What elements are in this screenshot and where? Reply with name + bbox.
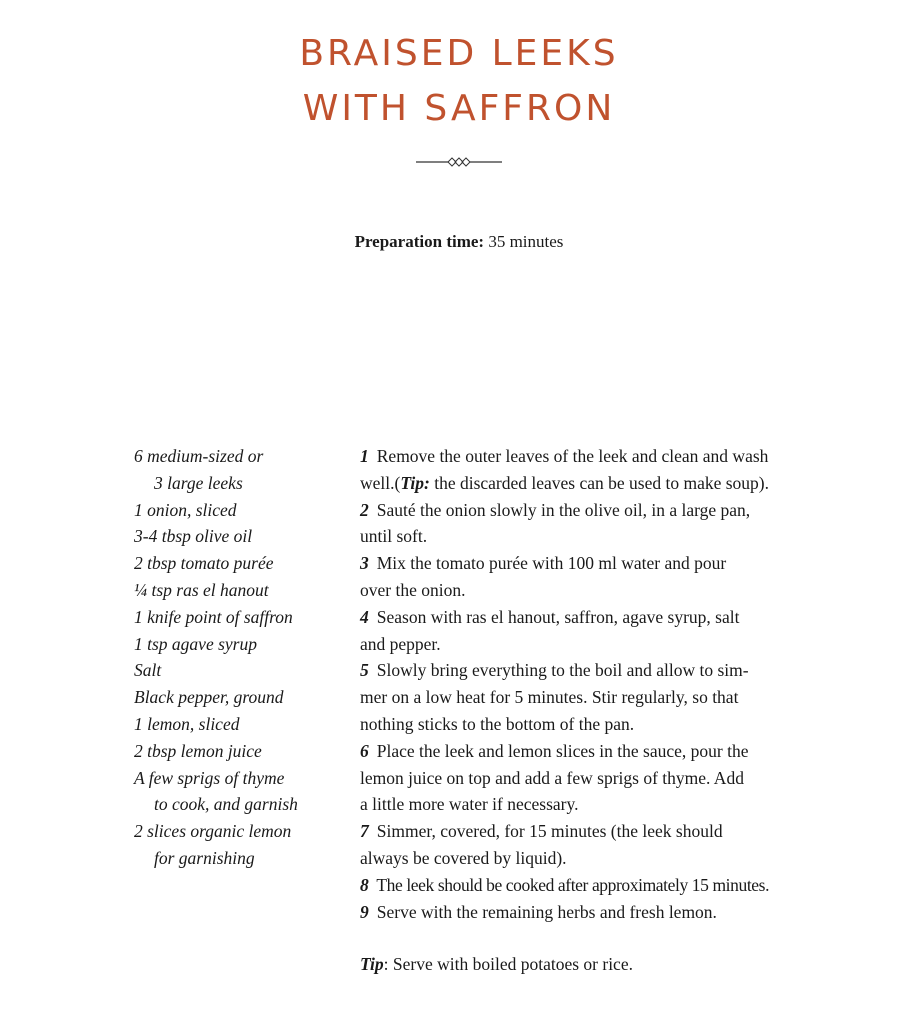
recipe-title-line-2: WITH SAFFRON: [302, 88, 616, 129]
serving-tip-text: : Serve with boiled potatoes or rice.: [383, 954, 633, 974]
step-text: Place the leek and lemon slices in the sauce, pour the: [376, 740, 749, 761]
method-step-3: [360, 550, 792, 604]
preparation-time-label: Preparation time:: [354, 232, 485, 251]
ingredient-text: 1 tsp agave syrup: [134, 633, 257, 654]
ingredient-text: ¼ tsp ras el hanout: [134, 579, 269, 600]
step-text: Slowly bring everything to the boil and allow to sim-: [376, 660, 749, 681]
ingredient-item: [134, 818, 334, 872]
ingredient-text: 2 tbsp lemon juice: [134, 740, 262, 761]
step-text: a little more water if necessary.: [360, 794, 579, 815]
ingredient-text: Salt: [134, 660, 162, 681]
step-text: Mix the tomato purée with 100 ml water and pour: [376, 553, 727, 574]
step-text: Sauté the onion slowly in the olive oil, in a large pan,: [376, 499, 751, 520]
serving-tip: [360, 951, 633, 978]
step-text: well.(: [360, 472, 401, 493]
ingredient-text: A few sprigs of thyme: [134, 767, 285, 788]
ingredient-item: [134, 711, 334, 738]
ingredient-item: [134, 738, 334, 765]
recipe-title-line-1: BRAISED LEEKS: [299, 33, 619, 74]
step-number: 3: [360, 553, 369, 574]
ingredient-text: 1 lemon, sliced: [134, 713, 240, 734]
ingredient-item: [134, 657, 334, 684]
step-text: Simmer, covered, for 15 minutes (the leek should: [376, 821, 723, 842]
step-number: 7: [360, 821, 369, 842]
ingredient-item: [134, 443, 334, 497]
step-text: The leek should be cooked after approximately 15 minutes.: [376, 874, 770, 895]
ingredient-text-continued: to cook, and garnish: [154, 794, 298, 815]
step-text: Remove the outer leaves of the leek and clean and wash: [376, 446, 769, 466]
step-text: always be covered by liquid).: [360, 847, 567, 868]
ingredient-text: 1 knife point of saffron: [134, 606, 293, 627]
ingredient-text: 3-4 tbsp olive oil: [134, 526, 253, 547]
ingredient-text: 6 medium-sized or: [134, 446, 264, 466]
step-text: Serve with the remaining herbs and fresh lemon.: [376, 901, 717, 922]
ornament-divider-icon: [414, 152, 504, 172]
step-text: nothing sticks to the bottom of the pan.: [360, 713, 635, 734]
serving-tip-label: Tip: [360, 954, 384, 974]
step-text: and pepper.: [360, 633, 441, 654]
step-number: 6: [360, 740, 369, 761]
method-step-9: [360, 899, 792, 926]
method-step-6: [360, 738, 792, 818]
method-step-5: [360, 657, 792, 737]
ingredient-item: [134, 497, 334, 524]
step-text: until soft.: [360, 526, 428, 547]
ingredient-text-continued: 3 large leeks: [154, 472, 243, 493]
method-step-8: [360, 872, 792, 899]
step-tip-label: Tip:: [400, 472, 430, 493]
step-number: 4: [360, 606, 369, 627]
method-step-4: [360, 604, 792, 658]
method-step-7: [360, 818, 792, 872]
ingredient-item: [134, 631, 334, 658]
ingredient-item: [134, 523, 334, 550]
step-number: 1: [360, 446, 369, 466]
ingredient-item: [134, 765, 334, 819]
step-number: 8: [360, 874, 369, 895]
method-step-1: [360, 443, 792, 497]
preparation-time-value: 35 minutes: [488, 232, 564, 251]
method-step-2: [360, 497, 792, 551]
method-steps: [360, 443, 792, 925]
recipe-title: [0, 26, 918, 136]
step-text: the discarded leaves can be used to make soup).: [429, 472, 770, 493]
ingredient-list: [134, 443, 334, 872]
ingredient-text: 2 slices organic lemon: [134, 821, 292, 842]
step-text: mer on a low heat for 5 minutes. Stir regularly, so that: [360, 687, 739, 708]
step-text: lemon juice on top and add a few sprigs of thyme. Add: [360, 767, 744, 788]
ingredient-item: [134, 550, 334, 577]
step-number: 9: [360, 901, 369, 922]
ingredient-item: [134, 684, 334, 711]
ingredient-text: 2 tbsp tomato purée: [134, 553, 274, 574]
preparation-time: [0, 229, 918, 255]
ingredient-item: [134, 577, 334, 604]
ingredient-text-continued: for garnishing: [154, 847, 255, 868]
step-text: Season with ras el hanout, saffron, agave syrup, salt: [376, 606, 740, 627]
step-text: over the onion.: [360, 579, 466, 600]
step-number: 2: [360, 499, 369, 520]
ingredient-text: Black pepper, ground: [134, 687, 284, 708]
step-number: 5: [360, 660, 369, 681]
ingredient-text: 1 onion, sliced: [134, 499, 237, 520]
ingredient-item: [134, 604, 334, 631]
